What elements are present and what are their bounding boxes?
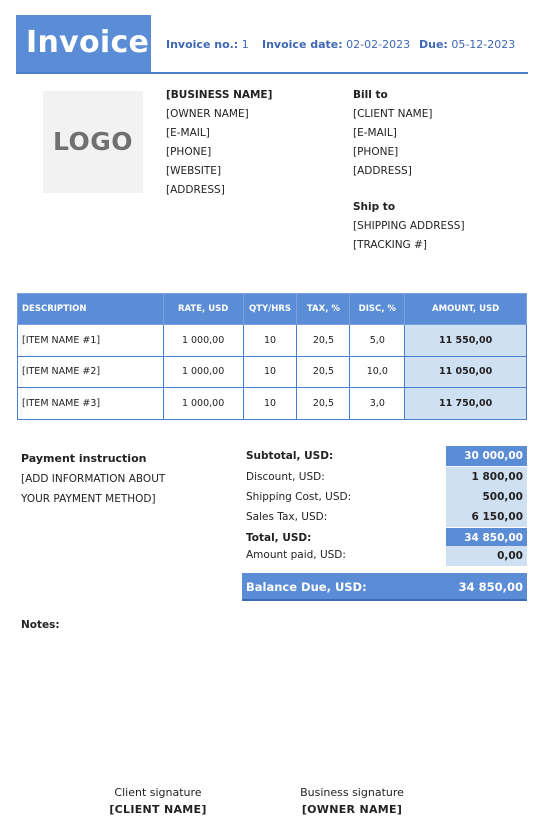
invoice-number-label: Invoice no.: [166,38,239,51]
item-disc[interactable]: 3,0 [350,388,405,420]
discount-value: 1 800,00 [446,467,527,487]
bill-to-heading: Bill to [353,89,388,101]
client-signature-label: Client signature [114,786,202,799]
column-header-qty: QTY/HRS [243,294,297,325]
item-disc[interactable]: 5,0 [350,325,405,357]
item-amount: 11 750,00 [405,388,527,420]
logo-text: LOGO [52,127,134,156]
item-tax[interactable]: 20,5 [297,325,350,357]
item-rate[interactable]: 1 000,00 [163,356,243,388]
invoice-date-value: 02-02-2023 [346,38,411,51]
business-signature [272,786,432,816]
item-qty[interactable]: 10 [243,388,297,420]
business-address: [ADDRESS] [166,184,225,196]
invoice-date-label: Invoice date: [262,38,343,51]
due-date-label: Due: [419,38,448,51]
item-amount: 11 050,00 [405,356,527,388]
business-signature-name: [OWNER NAME] [301,803,403,816]
amount-paid-label: Amount paid, USD: [246,549,346,561]
invoice-title-box [16,15,151,73]
shipping-label: Shipping Cost, USD: [246,491,352,503]
item-tax[interactable]: 20,5 [297,388,350,420]
column-header-disc: DISC, % [350,294,405,325]
business-owner: [OWNER NAME] [166,108,249,120]
item-description[interactable]: [ITEM NAME #1] [18,325,164,357]
total-label: Total, USD: [246,532,312,544]
table-row [18,325,527,357]
payment-heading: Payment instruction [21,452,147,465]
bill-to-client: [CLIENT NAME] [353,108,433,120]
shipping-value: 500,00 [446,487,527,507]
ship-to-tracking: [TRACKING #] [353,239,427,251]
item-rate[interactable]: 1 000,00 [163,325,243,357]
item-tax[interactable]: 20,5 [297,356,350,388]
due-date-value: 05-12-2023 [451,38,516,51]
client-signature [78,786,238,816]
item-description[interactable]: [ITEM NAME #2] [18,356,164,388]
invoice-title: Invoice [26,25,150,60]
header-divider [16,72,528,74]
amount-paid-value[interactable]: 0,00 [446,546,527,566]
item-disc[interactable]: 10,0 [350,356,405,388]
item-rate[interactable]: 1 000,00 [163,388,243,420]
client-signature-name: [CLIENT NAME] [109,803,207,816]
bill-to [353,86,432,181]
sales-tax-label: Sales Tax, USD: [246,511,328,523]
business-info [166,86,272,200]
subtotal-value: 30 000,00 [446,446,527,466]
item-description[interactable]: [ITEM NAME #3] [18,388,164,420]
business-website: [WEBSITE] [166,165,222,177]
balance-due-value: 34 850,00 [458,580,523,594]
subtotal-label: Subtotal, USD: [246,450,334,462]
logo-placeholder[interactable] [43,91,143,193]
business-name: [BUSINESS NAME] [166,89,273,101]
business-signature-label: Business signature [300,786,404,799]
items-table [17,293,527,420]
balance-due-label: Balance Due, USD: [246,580,367,594]
invoice-date [262,38,410,51]
bill-to-address: [ADDRESS] [353,165,412,177]
payment-line-2: YOUR PAYMENT METHOD] [21,493,156,505]
bill-to-email: [E-MAIL] [353,127,397,139]
column-header-description: DESCRIPTION [18,294,164,325]
table-row [18,388,527,420]
item-qty[interactable]: 10 [243,325,297,357]
business-phone: [PHONE] [166,146,212,158]
payment-line-1: [ADD INFORMATION ABOUT [21,473,166,485]
total-value: 34 850,00 [446,528,527,548]
invoice-number-value: 1 [241,38,249,51]
column-header-tax: TAX, % [297,294,350,325]
notes-label: Notes: [21,619,60,631]
balance-due [242,573,527,601]
bill-to-phone: [PHONE] [353,146,399,158]
payment-instruction [21,449,165,509]
business-email: [E-MAIL] [166,127,210,139]
table-row [18,356,527,388]
column-header-amount: AMOUNT, USD [405,294,527,325]
column-header-rate: RATE, USD [163,294,243,325]
sales-tax-value: 6 150,00 [446,507,527,527]
due-date [419,38,515,51]
ship-to-heading: Ship to [353,201,396,213]
invoice-number [166,38,249,51]
discount-label: Discount, USD: [246,471,325,483]
item-amount: 11 550,00 [405,325,527,357]
ship-to [353,198,465,255]
ship-to-address: [SHIPPING ADDRESS] [353,220,465,232]
items-table-header [18,294,527,325]
item-qty[interactable]: 10 [243,356,297,388]
